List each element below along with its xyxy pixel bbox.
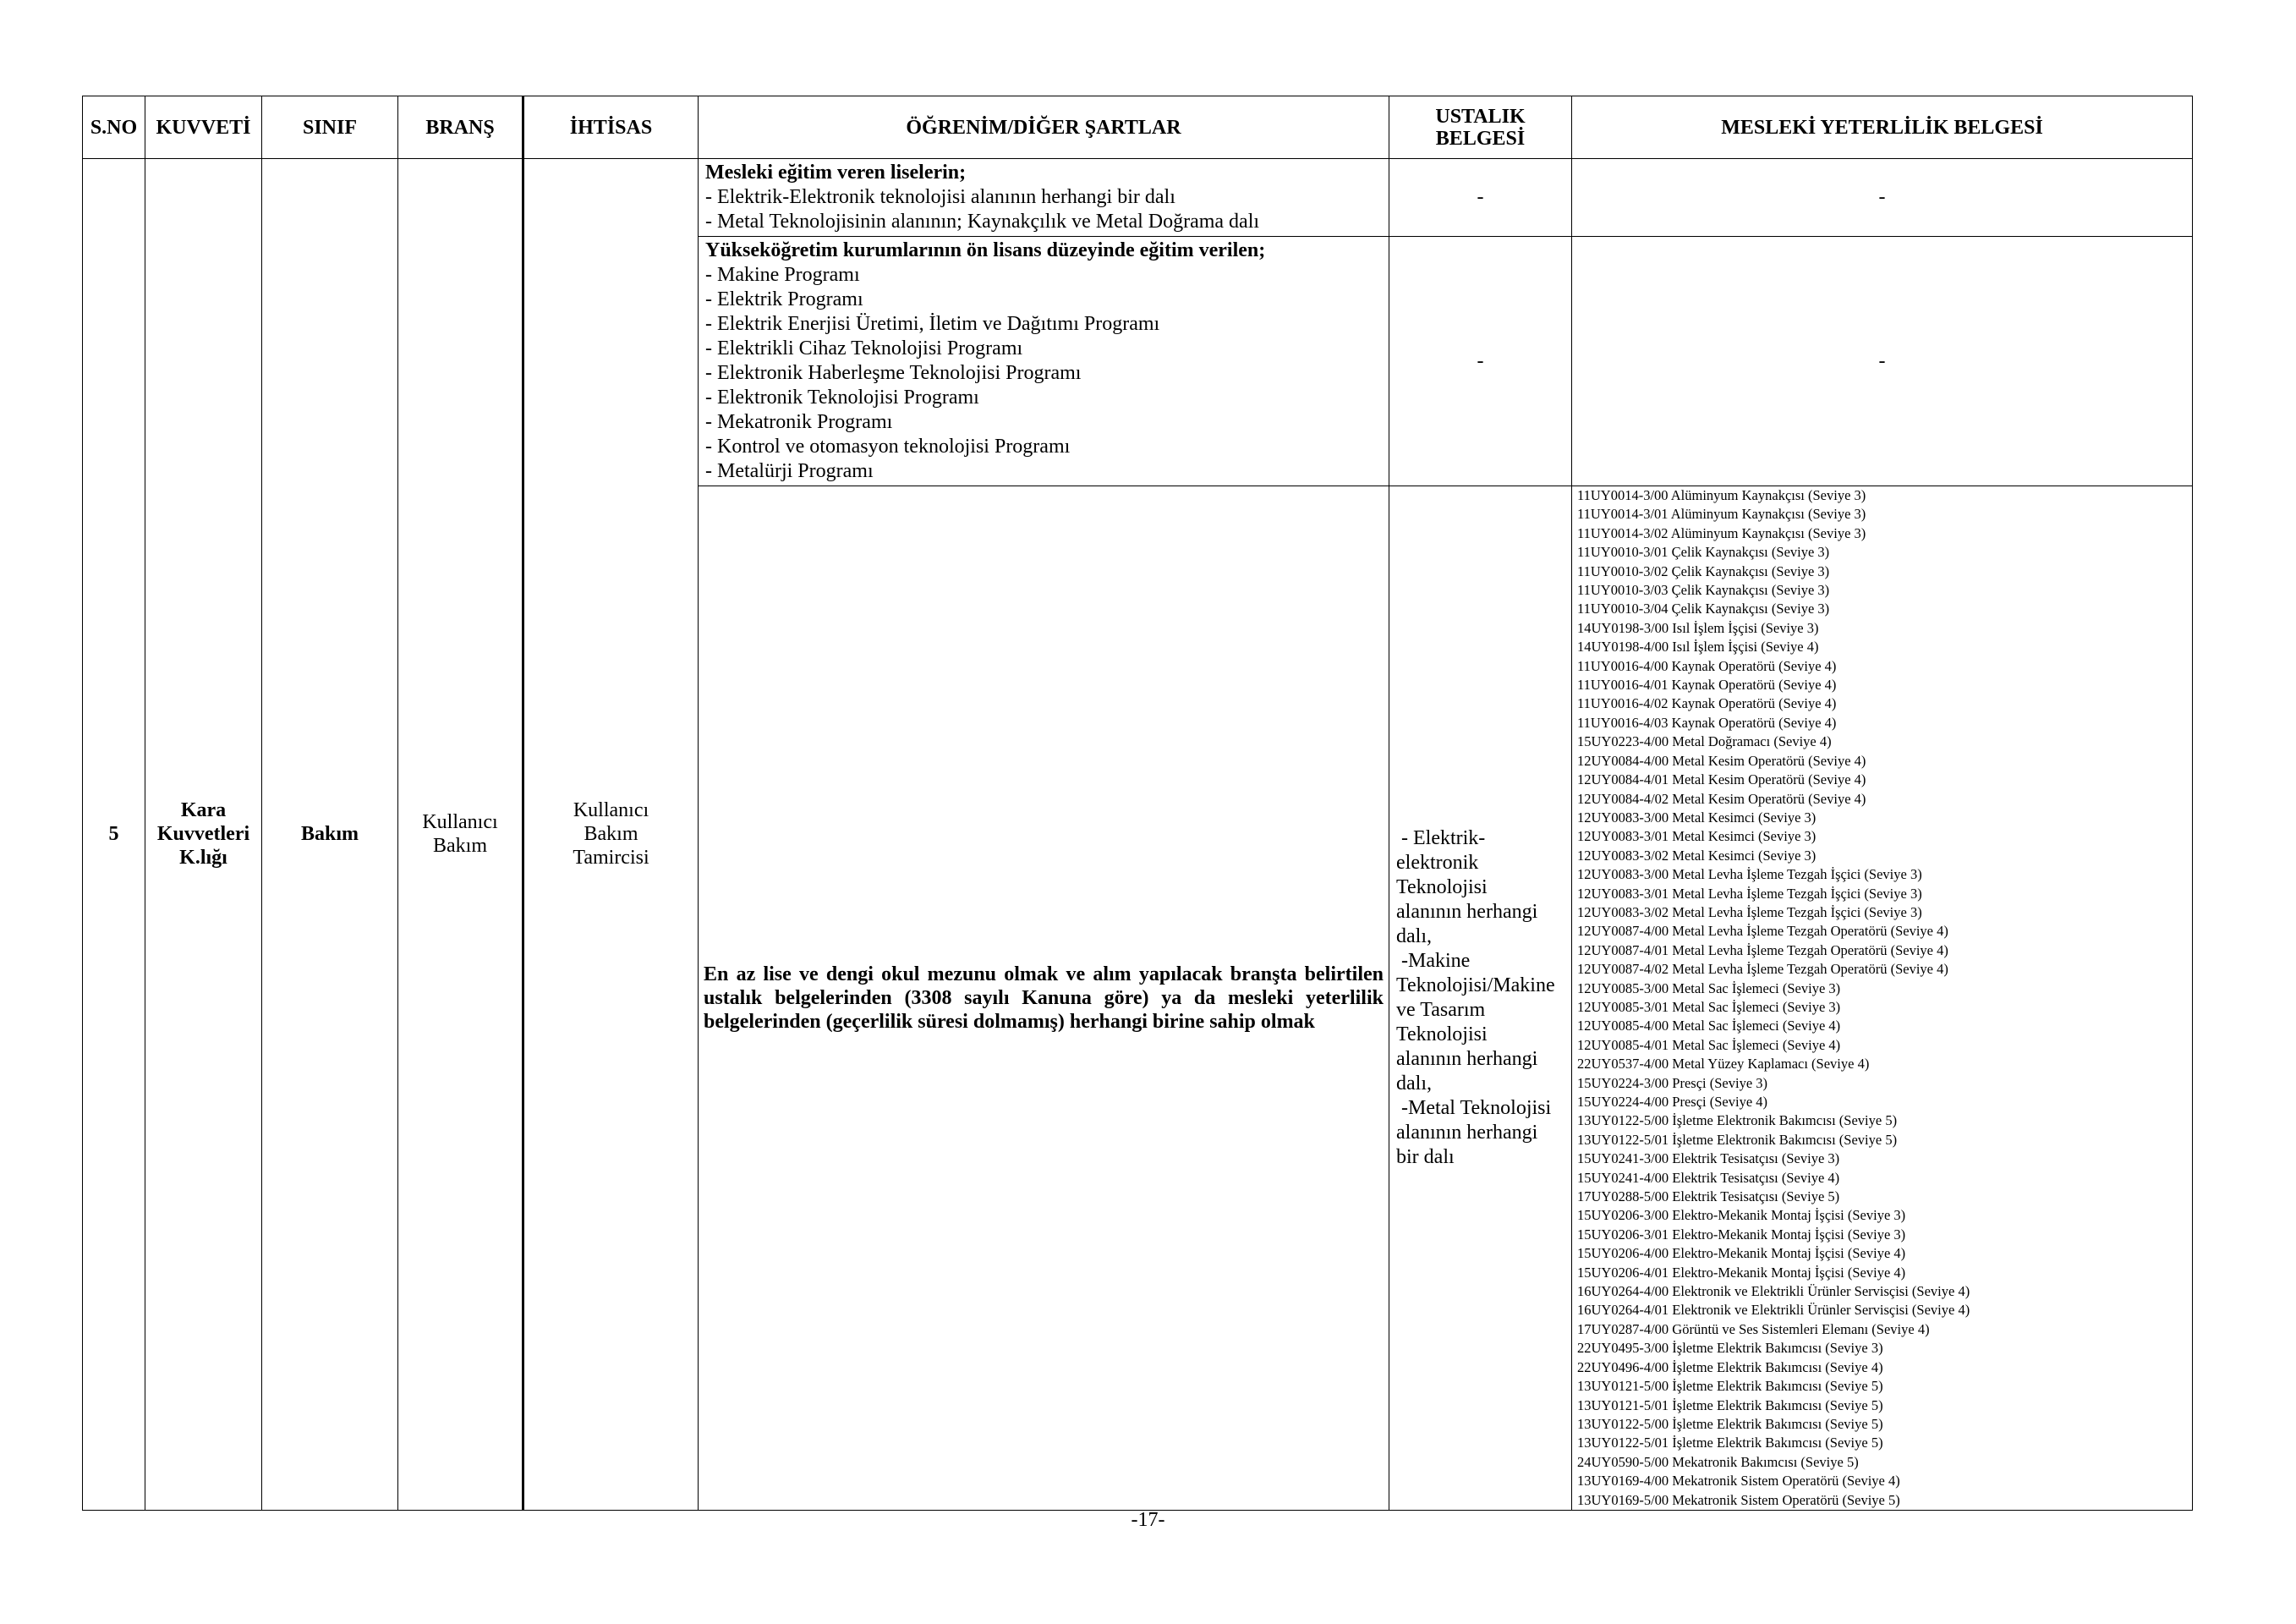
ihtisas-text: Kullanıcı Bakım Tamircisi bbox=[573, 799, 649, 870]
myb-item: 15UY0241-4/00 Elektrik Tesisatçısı (Seviye 4) bbox=[1577, 1169, 1840, 1186]
myb-item: 22UY0496-4/00 İşletme Elektrik Bakımcısı (Seviye 4) bbox=[1577, 1358, 1883, 1375]
myb-item: 11UY0014-3/01 Alüminyum Kaynakçısı (Seviye 3) bbox=[1577, 506, 1866, 523]
myb-item: 11UY0016-4/02 Kaynak Operatörü (Seviye 4) bbox=[1577, 695, 1837, 712]
header-brans: BRANŞ bbox=[398, 96, 523, 159]
myb-list-cell bbox=[1572, 486, 2193, 1511]
myb-item: 13UY0122-5/01 İşletme Elektronik Bakımcısı (Seviye 5) bbox=[1577, 1131, 1898, 1148]
myb-item: 15UY0206-4/00 Elektro-Mekanik Montaj İşçisi (Seviye 4) bbox=[1577, 1245, 1906, 1262]
myb-item: 11UY0010-3/04 Çelik Kaynakçısı (Seviye 3) bbox=[1577, 601, 1830, 617]
condition-item: - Elektronik Haberleşme Teknolojisi Programı bbox=[705, 362, 1082, 384]
ustalik-line: Teknolojisi/Makine bbox=[1396, 974, 1555, 996]
condition-item: - Elektronik Teknolojisi Programı bbox=[705, 387, 979, 409]
condition-item: - Kontrol ve otomasyon teknolojisi Programı bbox=[705, 436, 1071, 458]
myb-item: 11UY0016-4/03 Kaynak Operatörü (Seviye 4) bbox=[1577, 714, 1837, 731]
ustalik-cell: - bbox=[1389, 237, 1572, 486]
ustalik-line: alanının herhangi bbox=[1396, 900, 1538, 923]
myb-item: 13UY0121-5/01 İşletme Elektrik Bakımcısı (Seviye 5) bbox=[1577, 1396, 1883, 1413]
ustalik-line: bir dalı bbox=[1396, 1145, 1455, 1168]
condition-item: - Metal Teknolojisinin alanının; Kaynakçılık ve Metal Doğrama dalı bbox=[705, 211, 1260, 233]
condition-cell-final: En az lise ve dengi okul mezunu olmak ve alım yapılacak branşta belirtilen ustalık belgelerinden (3308 sayılı Kanuna göre) ya da mesleki yeterlilik belgelerinden (geçerlilik süresi dolmamış) herhangi birine sahip olmak bbox=[699, 486, 1389, 1511]
myb-item: 12UY0085-3/00 Metal Sac İşlemeci (Seviye 3) bbox=[1577, 979, 1841, 996]
myb-item: 11UY0014-3/02 Alüminyum Kaynakçısı (Seviye 3) bbox=[1577, 524, 1866, 541]
cell-brans bbox=[398, 159, 523, 1511]
ustalik-line: dalı, bbox=[1396, 924, 1432, 947]
condition-item: - Elektrik-Elektronik teknolojisi alanının herhangi bir dalı bbox=[705, 186, 1175, 208]
myb-cell: - bbox=[1572, 237, 2193, 486]
ustalik-line: Teknolojisi bbox=[1396, 1023, 1488, 1045]
myb-item: 15UY0206-3/00 Elektro-Mekanik Montaj İşçisi (Seviye 3) bbox=[1577, 1207, 1906, 1224]
myb-item: 12UY0084-4/02 Metal Kesim Operatörü (Seviye 4) bbox=[1577, 790, 1866, 807]
myb-item: 14UY0198-4/00 Isıl İşlem İşçisi (Seviye 4) bbox=[1577, 639, 1819, 656]
condition-item: - Elektrik Enerjisi Üretimi, İletim ve Dağıtımı Programı bbox=[705, 313, 1160, 335]
table-row bbox=[83, 159, 2193, 237]
header-sinif: SINIF bbox=[262, 96, 398, 159]
myb-item: 16UY0264-4/00 Elektronik ve Elektrikli Ürünler Servisçisi (Seviye 4) bbox=[1577, 1283, 1970, 1300]
myb-item: 15UY0241-3/00 Elektrik Tesisatçısı (Seviye 3) bbox=[1577, 1150, 1840, 1167]
myb-item: 12UY0087-4/01 Metal Levha İşleme Tezgah Operatörü (Seviye 4) bbox=[1577, 941, 1948, 958]
cell-sinif: Bakım bbox=[262, 159, 398, 1511]
kuvveti-text: Kara Kuvvetleri K.lığı bbox=[156, 799, 250, 870]
myb-item: 17UY0287-4/00 Görüntü ve Ses Sistemleri Elemanı (Seviye 4) bbox=[1577, 1320, 1930, 1337]
myb-list bbox=[1577, 486, 2187, 1510]
ustalik-list-cell bbox=[1389, 486, 1572, 1511]
myb-item: 12UY0085-4/00 Metal Sac İşlemeci (Seviye 4) bbox=[1577, 1018, 1841, 1034]
myb-item: 12UY0084-4/01 Metal Kesim Operatörü (Seviye 4) bbox=[1577, 771, 1866, 788]
myb-item: 11UY0010-3/01 Çelik Kaynakçısı (Seviye 3) bbox=[1577, 544, 1830, 561]
brans-text: Kullanıcı Bakım bbox=[422, 811, 498, 858]
myb-item: 12UY0083-3/01 Metal Levha İşleme Tezgah İşçici (Seviye 3) bbox=[1577, 885, 1922, 902]
myb-item: 15UY0224-3/00 Presçi (Seviye 3) bbox=[1577, 1074, 1768, 1091]
condition-item: - Mekatronik Programı bbox=[705, 411, 893, 433]
condition-item: - Elektrikli Cihaz Teknolojisi Programı bbox=[705, 337, 1023, 359]
myb-item: 11UY0016-4/00 Kaynak Operatörü (Seviye 4) bbox=[1577, 657, 1837, 674]
header-sno: S.NO bbox=[83, 96, 145, 159]
myb-item: 13UY0121-5/00 İşletme Elektrik Bakımcısı (Seviye 5) bbox=[1577, 1378, 1883, 1395]
ustalik-line: alanının herhangi bbox=[1396, 1047, 1538, 1070]
ustalik-line: dalı, bbox=[1396, 1072, 1432, 1095]
myb-item: 13UY0122-5/00 İşletme Elektronik Bakımcısı (Seviye 5) bbox=[1577, 1112, 1898, 1129]
myb-item: 22UY0495-3/00 İşletme Elektrik Bakımcısı (Seviye 3) bbox=[1577, 1340, 1883, 1357]
myb-item: 13UY0122-5/00 İşletme Elektrik Bakımcısı (Seviye 5) bbox=[1577, 1415, 1883, 1432]
ustalik-cell: - bbox=[1389, 159, 1572, 237]
condition-cell bbox=[699, 237, 1389, 486]
ustalik-line: alanının herhangi bbox=[1396, 1121, 1538, 1144]
ustalik-line: Teknolojisi bbox=[1396, 875, 1488, 898]
ustalik-line: ve Tasarım bbox=[1396, 998, 1486, 1021]
myb-item: 15UY0224-4/00 Presçi (Seviye 4) bbox=[1577, 1094, 1768, 1110]
myb-item: 15UY0223-4/00 Metal Doğramacı (Seviye 4) bbox=[1577, 733, 1832, 750]
condition-item: - Makine Programı bbox=[705, 264, 860, 286]
myb-item: 12UY0085-3/01 Metal Sac İşlemeci (Seviye 3) bbox=[1577, 998, 1841, 1015]
ustalik-line: - Elektrik- bbox=[1396, 826, 1486, 849]
myb-item: 15UY0206-4/01 Elektro-Mekanik Montaj İşçisi (Seviye 4) bbox=[1577, 1264, 1906, 1281]
condition-title: Yükseköğretim kurumlarının ön lisans düzeyinde eğitim verilen; bbox=[705, 239, 1266, 261]
myb-item: 12UY0087-4/00 Metal Levha İşleme Tezgah Operatörü (Seviye 4) bbox=[1577, 923, 1948, 940]
myb-item: 12UY0083-3/01 Metal Kesimci (Seviye 3) bbox=[1577, 828, 1817, 845]
header-ogrenim: ÖĞRENİM/DİĞER ŞARTLAR bbox=[699, 96, 1389, 159]
cell-sno: 5 bbox=[83, 159, 145, 1511]
myb-item: 12UY0083-3/00 Metal Kesimci (Seviye 3) bbox=[1577, 809, 1817, 826]
myb-item: 16UY0264-4/01 Elektronik ve Elektrikli Ürünler Servisçisi (Seviye 4) bbox=[1577, 1302, 1970, 1319]
condition-item: - Elektrik Programı bbox=[705, 288, 863, 310]
cell-ihtisas bbox=[523, 159, 699, 1511]
ustalik-line: -Metal Teknolojisi bbox=[1396, 1096, 1552, 1119]
header-ihtisas: İHTİSAS bbox=[523, 96, 699, 159]
condition-item: - Metalürji Programı bbox=[705, 460, 874, 482]
myb-item: 24UY0590-5/00 Mekatronik Bakımcısı (Seviye 5) bbox=[1577, 1453, 1859, 1470]
myb-item: 11UY0010-3/02 Çelik Kaynakçısı (Seviye 3) bbox=[1577, 562, 1830, 579]
ustalik-line: -Makine bbox=[1396, 949, 1471, 972]
myb-item: 17UY0288-5/00 Elektrik Tesisatçısı (Seviye 5) bbox=[1577, 1188, 1840, 1205]
ustalik-line: elektronik bbox=[1396, 851, 1479, 874]
header-ustalik: USTALIK BELGESİ bbox=[1389, 96, 1572, 159]
myb-item: 15UY0206-3/01 Elektro-Mekanik Montaj İşçisi (Seviye 3) bbox=[1577, 1226, 1906, 1243]
page-number: -17- bbox=[1131, 1509, 1165, 1531]
myb-item: 13UY0169-4/00 Mekatronik Sistem Operatörü (Seviye 4) bbox=[1577, 1473, 1900, 1490]
myb-item: 12UY0084-4/00 Metal Kesim Operatörü (Seviye 4) bbox=[1577, 752, 1866, 769]
header-row bbox=[83, 96, 2193, 159]
cell-kuvveti bbox=[145, 159, 262, 1511]
myb-item: 12UY0083-3/02 Metal Levha İşleme Tezgah İşçici (Seviye 3) bbox=[1577, 903, 1922, 920]
myb-item: 13UY0169-5/00 Mekatronik Sistem Operatörü (Seviye 5) bbox=[1577, 1491, 1900, 1508]
myb-item: 11UY0010-3/03 Çelik Kaynakçısı (Seviye 3) bbox=[1577, 582, 1830, 599]
requirements-table bbox=[82, 96, 2193, 1511]
myb-item: 11UY0016-4/01 Kaynak Operatörü (Seviye 4) bbox=[1577, 677, 1837, 694]
myb-item: 12UY0083-3/00 Metal Levha İşleme Tezgah İşçici (Seviye 3) bbox=[1577, 866, 1922, 883]
header-myb: MESLEKİ YETERLİLİK BELGESİ bbox=[1572, 96, 2193, 159]
myb-item: 12UY0085-4/01 Metal Sac İşlemeci (Seviye 4) bbox=[1577, 1036, 1841, 1053]
myb-item: 14UY0198-3/00 Isıl İşlem İşçisi (Seviye 3) bbox=[1577, 619, 1819, 636]
condition-cell bbox=[699, 159, 1389, 237]
ustalik-list bbox=[1396, 826, 1564, 1170]
myb-item: 22UY0537-4/00 Metal Yüzey Kaplamacı (Seviye 4) bbox=[1577, 1056, 1870, 1073]
myb-item: 12UY0083-3/02 Metal Kesimci (Seviye 3) bbox=[1577, 847, 1817, 864]
myb-cell: - bbox=[1572, 159, 2193, 237]
condition-title: Mesleki eğitim veren liselerin; bbox=[705, 162, 967, 184]
myb-item: 13UY0122-5/01 İşletme Elektrik Bakımcısı (Seviye 5) bbox=[1577, 1435, 1883, 1451]
myb-item: 11UY0014-3/00 Alüminyum Kaynakçısı (Seviye 3) bbox=[1577, 487, 1866, 503]
myb-item: 12UY0087-4/02 Metal Levha İşleme Tezgah Operatörü (Seviye 4) bbox=[1577, 961, 1948, 978]
header-kuvveti: KUVVETİ bbox=[145, 96, 262, 159]
